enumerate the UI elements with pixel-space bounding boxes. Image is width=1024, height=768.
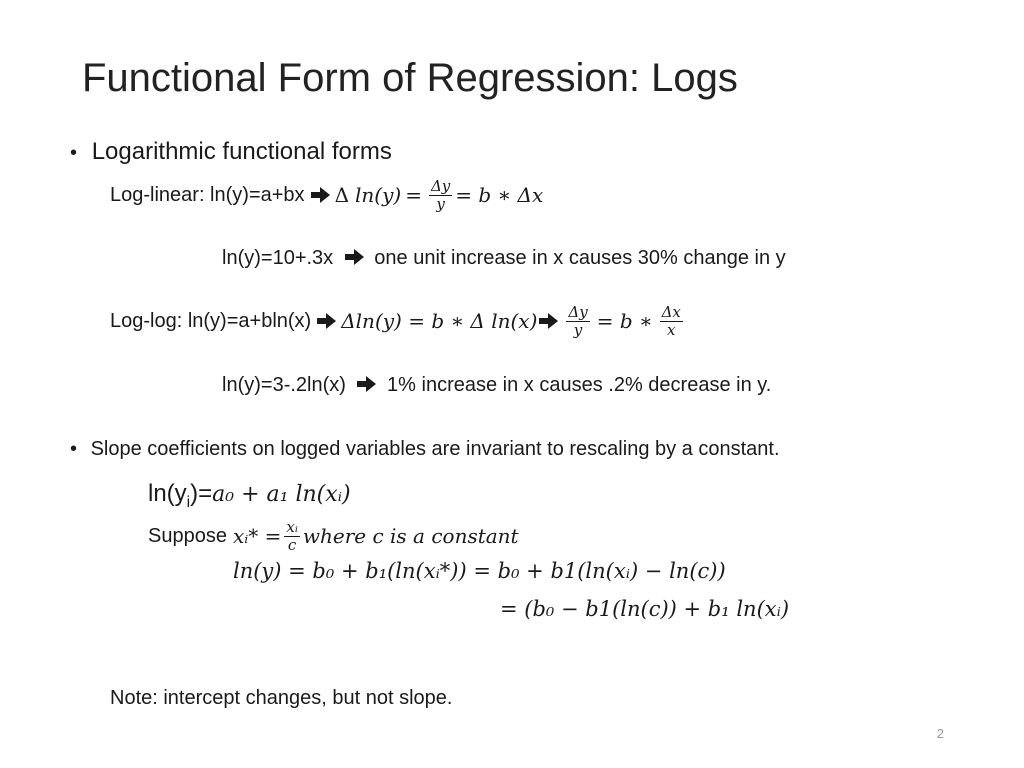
loglog-equals: = b ∗ xyxy=(596,309,653,333)
right-arrow-icon xyxy=(309,186,331,204)
fraction-denominator: y xyxy=(436,194,445,213)
fraction-numerator: Δy xyxy=(568,302,588,321)
bullet-logarithmic-forms xyxy=(70,137,392,168)
suppose-label: Suppose xyxy=(148,525,227,547)
equals-sign: = xyxy=(405,183,422,207)
right-arrow-icon xyxy=(537,312,559,330)
loglinear-rhs: = b ∗ Δx xyxy=(455,183,544,207)
right-arrow-icon xyxy=(343,248,365,266)
suppose-lhs: xᵢ* = xyxy=(232,524,282,548)
loglog-line xyxy=(110,298,686,344)
loglog-mid: Δln(y) = b ∗ Δ ln(x) xyxy=(341,309,538,333)
fraction-dy-over-y xyxy=(429,178,452,213)
right-arrow-icon xyxy=(315,312,337,330)
model-rhs: a₀ + a₁ ln(xᵢ) xyxy=(212,482,351,507)
loglog-label: Log-log: ln(y)=a+bln(x) xyxy=(110,310,312,332)
bullet-dot-icon: • xyxy=(70,142,78,164)
fraction-numerator: Δx xyxy=(661,302,681,321)
model-equation xyxy=(148,478,351,519)
loglinear-example-rhs: one unit increase in x causes 30% change in y xyxy=(374,247,786,269)
fraction-xi-over-c xyxy=(284,519,299,554)
fraction-numerator: xᵢ xyxy=(286,517,298,536)
model-prefix: ln(y xyxy=(148,480,187,507)
suppose-line xyxy=(148,514,519,558)
fraction-denominator: c xyxy=(287,535,297,554)
model-subscript: i xyxy=(186,493,191,511)
derivation-line-1: ln(y) = b₀ + b₁(ln(xᵢ*)) = b₀ + b1(ln(xᵢ) − ln(c)) xyxy=(233,559,726,583)
bullet-text: Logarithmic functional forms xyxy=(91,138,392,165)
loglog-example-rhs: 1% increase in x causes .2% decrease in y. xyxy=(387,374,772,396)
right-arrow-icon xyxy=(355,375,377,393)
fraction-denominator: y xyxy=(573,320,583,339)
fraction-numerator: Δy xyxy=(430,176,451,195)
loglinear-example xyxy=(222,245,786,271)
slide-title: Functional Form of Regression: Logs xyxy=(82,56,738,100)
ln-y: ln(y) xyxy=(355,183,402,207)
loglog-example-lhs: ln(y)=3-.2ln(x) xyxy=(222,374,346,396)
loglog-example xyxy=(222,372,771,398)
fraction-dy-over-y xyxy=(566,304,589,339)
fraction-denominator: x xyxy=(666,320,676,339)
model-suffix: )= xyxy=(190,480,213,507)
loglinear-example-lhs: ln(y)=10+.3x xyxy=(222,247,334,269)
bullet-slope-invariance xyxy=(70,436,780,462)
note-text: Note: intercept changes, but not slope. xyxy=(110,687,453,709)
fraction-dx-over-x xyxy=(660,304,683,339)
delta-symbol: Δ xyxy=(334,183,350,207)
loglinear-label: Log-linear: ln(y)=a+bx xyxy=(110,184,305,206)
page-number: 2 xyxy=(936,726,944,741)
derivation-line-2: = (b₀ − b1(ln(c)) + b₁ ln(xᵢ) xyxy=(500,597,790,621)
bullet-text: Slope coefficients on logged variables are invariant to rescaling by a constant. xyxy=(90,438,780,460)
bullet-dot-icon: • xyxy=(70,438,78,460)
loglinear-line xyxy=(110,172,543,218)
suppose-rest: where c is a constant xyxy=(302,524,519,548)
